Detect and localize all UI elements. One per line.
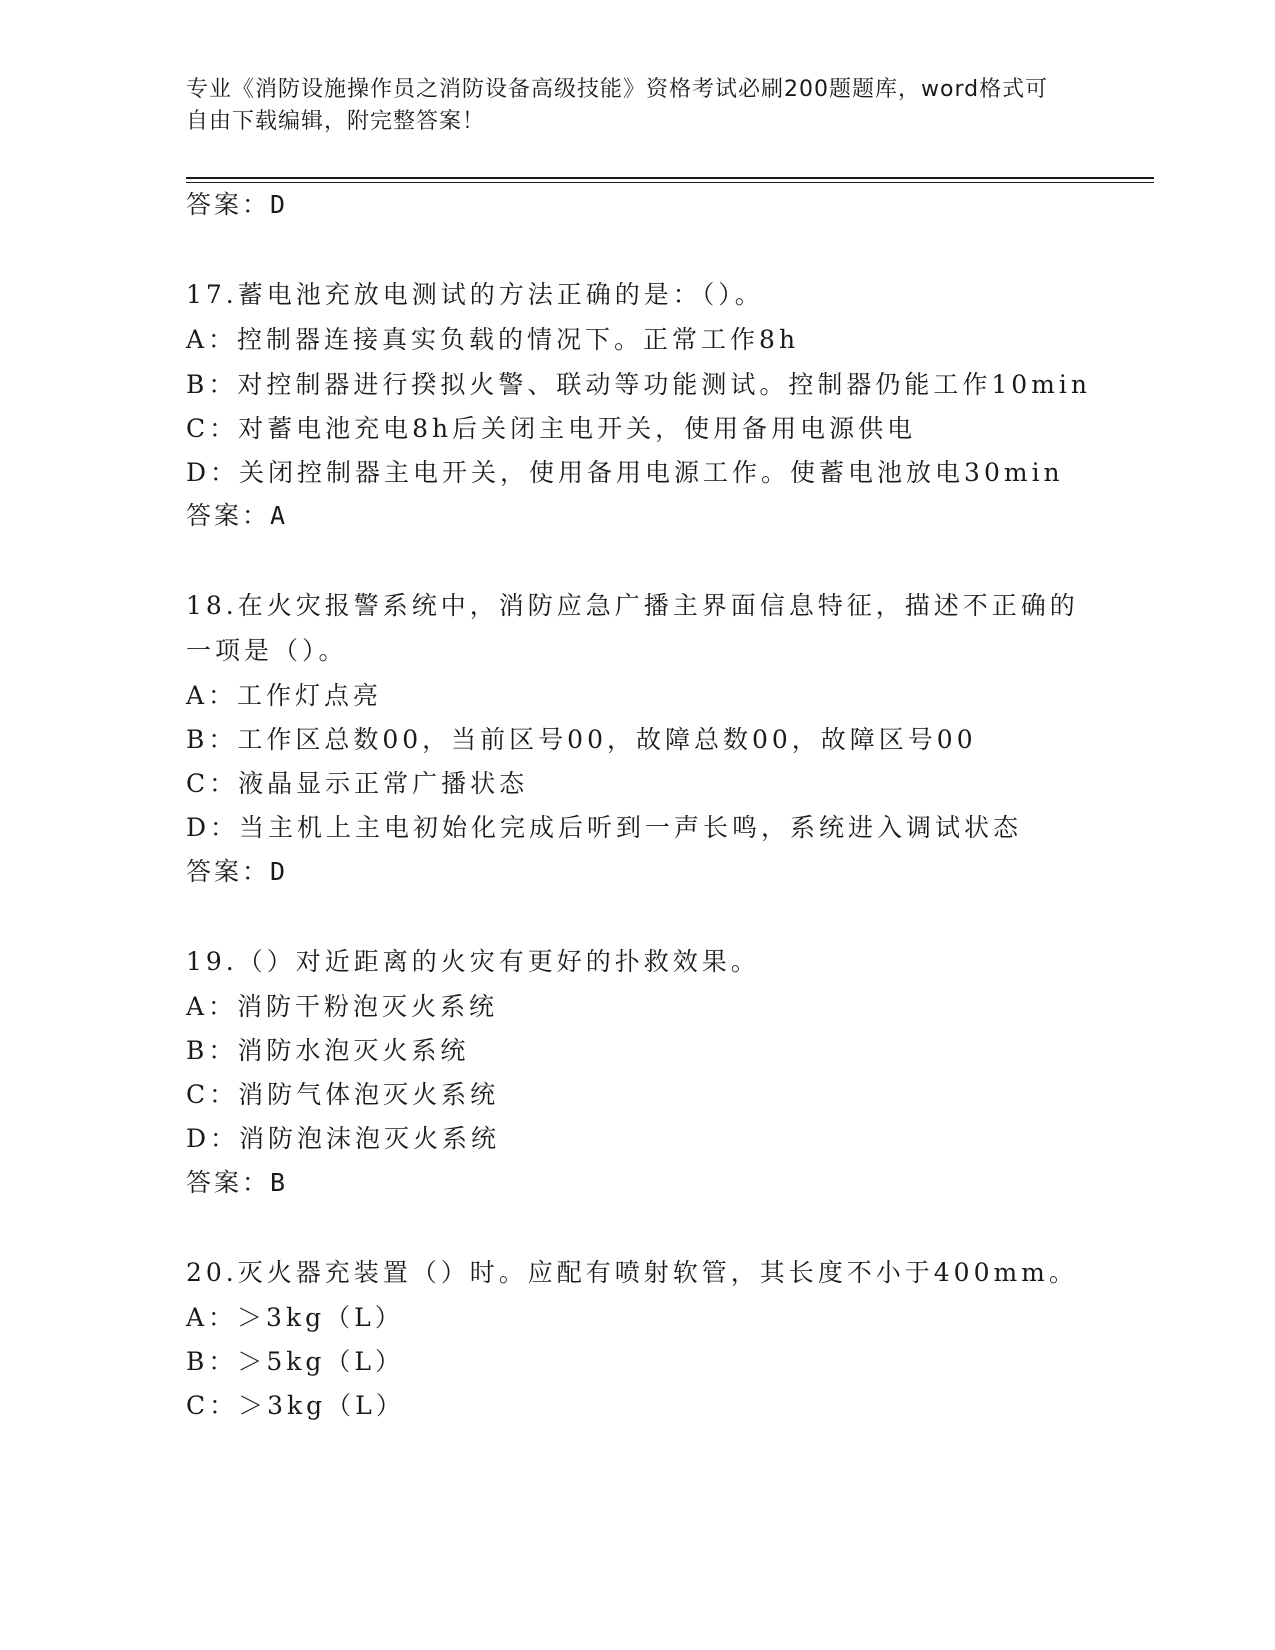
answer-label: 答案： [186, 1168, 271, 1197]
question-20-option-a: A：＞3kg（L） [186, 1303, 404, 1332]
question-18-stem-line-2: 一项是（）。 [186, 636, 348, 665]
answer-label: 答案： [186, 190, 271, 219]
question-18-stem-line-1: 18.在火灾报警系统中，消防应急广播主界面信息特征，描述不正确的 [186, 591, 1079, 620]
question-18-option-d: D：当主机上主电初始化完成后听到一声长鸣，系统进入调试状态 [186, 813, 1023, 842]
question-18-option-a: A：工作灯点亮 [186, 681, 383, 710]
answer-letter: D [270, 857, 289, 886]
question-19-answer [186, 1163, 288, 1199]
question-17-option-a: A：控制器连接真实负载的情况下。正常工作8h [186, 325, 800, 354]
question-19-option-c: C：消防气体泡灭火系统 [186, 1080, 500, 1109]
answer-letter: D [270, 190, 289, 219]
previous-answer [186, 185, 288, 221]
question-18-answer [186, 852, 288, 888]
answer-letter: B [270, 1168, 289, 1197]
question-20-stem: 20.灭火器充装置（）时。应配有喷射软管，其长度不小于400mm。 [186, 1258, 1078, 1287]
question-19-option-b: B：消防水泡灭火系统 [186, 1036, 470, 1065]
question-20-option-b: B：＞5kg（L） [186, 1347, 405, 1376]
question-18-option-c: C：液晶显示正常广播状态 [186, 769, 529, 798]
question-17-option-d: D：关闭控制器主电开关，使用备用电源工作。使蓄电池放电30min [186, 458, 1064, 487]
question-17-option-c: C：对蓄电池充电8h后关闭主电开关，使用备用电源供电 [186, 414, 917, 443]
header-divider-thin [186, 182, 1154, 183]
question-18-option-b: B：工作区总数00，当前区号00，故障总数00，故障区号00 [186, 725, 977, 754]
question-17-answer [186, 496, 288, 532]
question-19-option-d: D：消防泡沫泡灭火系统 [186, 1124, 501, 1153]
question-17-option-b: B：对控制器进行揆拟火警、联动等功能测试。控制器仍能工作10min [186, 370, 1091, 399]
document-header: 专业《消防设施操作员之消防设备高级技能》资格考试必刷200题题库，word格式可自由下载编辑，附完整答案！ [186, 77, 1049, 134]
question-20-option-c: C：＞3kg（L） [186, 1391, 405, 1420]
header-divider [186, 177, 1154, 179]
answer-letter: A [270, 501, 289, 530]
question-19-stem: 19.（）对近距离的火灾有更好的扑救效果。 [186, 947, 760, 976]
answer-label: 答案： [186, 501, 271, 530]
question-17-stem: 17.蓄电池充放电测试的方法正确的是：（）。 [186, 280, 764, 309]
question-19-option-a: A：消防干粉泡灭火系统 [186, 992, 499, 1021]
answer-label: 答案： [186, 857, 271, 886]
